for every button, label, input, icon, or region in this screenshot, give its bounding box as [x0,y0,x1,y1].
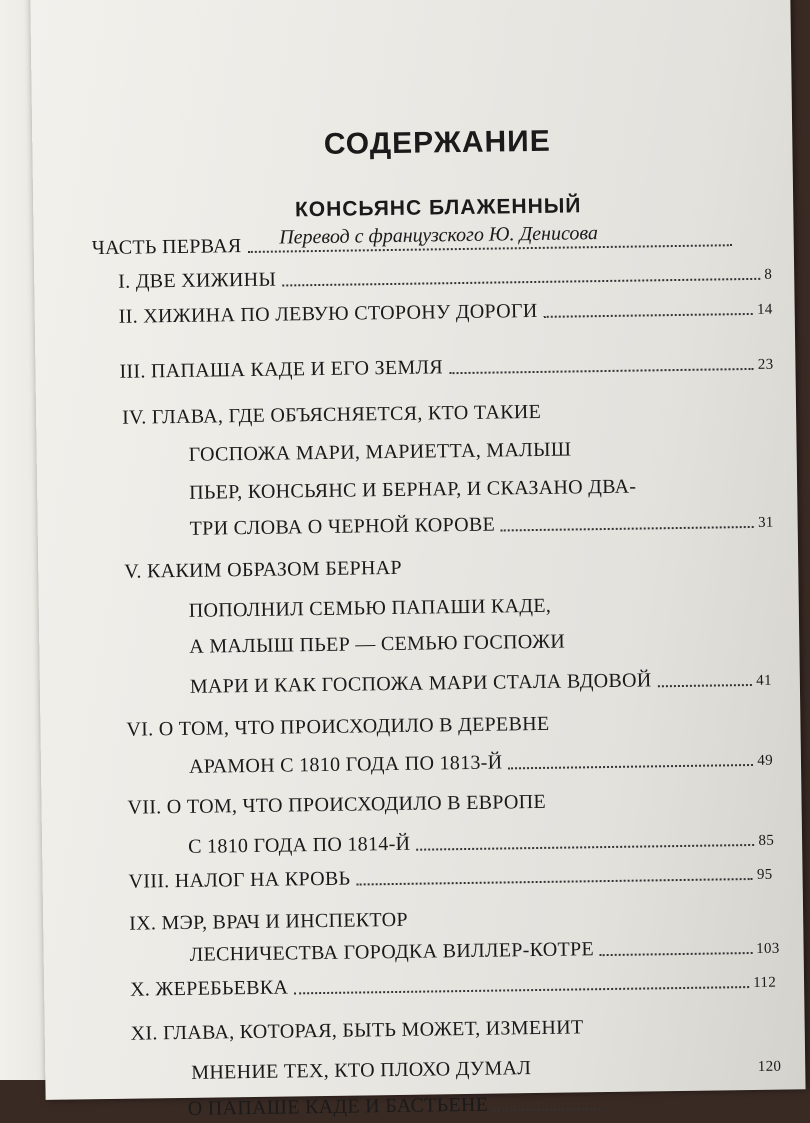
book-title: КОНСЬЯНС БЛАЖЕННЫЙ [294,194,582,222]
toc-entry-ch4-line2: ГОСПОЖА МАРИ, МАРИЕТТА, МАЛЫШ [188,438,572,466]
toc-entry-ch8 [128,862,772,894]
leader-dots [508,763,753,769]
toc-entry-ch1 [118,262,772,294]
leader-dots [416,843,754,851]
chapter-title-line: МАРИ И КАК ГОСПОЖА МАРИ СТАЛА ВДОВОЙ [189,669,652,698]
toc-entry-ch4-line1: IV. ГЛАВА, ГДЕ ОБЪЯСНЯЕТСЯ, КТО ТАКИЕ [121,400,542,429]
page-title: СОДЕРЖАНИЕ [323,124,551,161]
leader-dots [658,683,753,687]
toc-entry-ch3 [119,352,773,384]
leader-dots [248,243,732,253]
book-page [30,0,806,1120]
chapter-title-line: I. ДВЕ ХИЖИНЫ [118,268,277,293]
leader-dots [494,1107,604,1112]
leader-dots [449,367,754,374]
chapter-title-line: II. ХИЖИНА ПО ЛЕВУЮ СТОРОНУ ДОРОГИ [118,299,538,328]
toc-entry-ch2 [119,297,773,329]
toc-entry-ch9-line2 [189,936,779,967]
leader-dots [501,525,754,532]
page-number: 41 [756,672,772,689]
toc-entry-ch11-line3 [188,1092,608,1121]
toc-entry-ch5-line3: А МАЛЫШ ПЬЕР — СЕМЬЮ ГОСПОЖИ [189,630,566,658]
chapter-title-line: АРАМОН С 1810 ГОДА ПО 1813-Й [188,751,503,778]
chapter-title-line: ЛЕСНИЧЕСТВА ГОРОДКА ВИЛЛЕР-КОТРЕ [189,938,595,966]
toc-entry-ch6-line1: VI. О ТОМ, ЧТО ПРОИСХОДИЛО В ДЕРЕВНЕ [126,712,550,741]
leader-dots [356,877,753,886]
chapter-title-line: МНЕНИЕ ТЕХ, КТО ПЛОХО ДУМАЛ [191,1057,532,1084]
toc-entry-ch6-line2 [189,748,773,779]
toc-entry-ch7-line1: VII. О ТОМ, ЧТО ПРОИСХОДИЛО В ЕВРОПЕ [127,790,547,819]
toc-entry-ch10 [130,970,776,1002]
toc-entry-ch11-line1: XI. ГЛАВА, КОТОРАЯ, БЫТЬ МОЖЕТ, ИЗМЕНИТ [130,1016,584,1045]
leader-dots [544,312,754,318]
toc-entry-ch7-line2 [188,828,774,859]
page-number: 31 [757,514,774,531]
toc-entry-ch4-line4 [190,510,774,541]
chapter-title-line: III. ПАПАША КАДЕ И ЕГО ЗЕМЛЯ [119,356,444,383]
page-number: 103 [756,940,780,957]
page-number: 23 [757,356,774,373]
page-number: 112 [753,974,777,991]
part-label: ЧАСТЬ ПЕРВАЯ [91,235,242,260]
toc-entry-ch4-line3: ПЬЕР, КОНСЬЯНС И БЕРНАР, И СКАЗАНО ДВА- [189,475,637,504]
chapter-title-line: С 1810 ГОДА ПО 1814-Й [187,832,411,858]
leader-dots [282,277,760,287]
page-number: 85 [758,832,775,849]
chapter-title-line: X. ЖЕРЕБЬЕВКА [129,976,289,1001]
page-number: 8 [764,266,773,283]
chapter-title-line: ТРИ СЛОВА О ЧЕРНОЙ КОРОВЕ [189,513,496,540]
toc-entry-ch5-line2: ПОПОЛНИЛ СЕМЬЮ ПАПАШИ КАДЕ, [188,594,552,622]
chapter-title-line: О ПАПАШЕ КАДЕ И БАСТЬЕНЕ [187,1093,489,1120]
page-number: 95 [756,866,773,883]
page-number: 14 [756,301,773,318]
toc-entry-ch9-line1: IX. МЭР, ВРАЧ И ИНСПЕКТОР [129,908,409,935]
leader-dots [600,951,752,956]
chapter-title-line: VIII. НАЛОГ НА КРОВЬ [128,867,351,893]
toc-entry-ch5-line4 [190,668,772,699]
translation-note: Перевод с французского Ю. Денисова [279,222,599,249]
page-number: 120 [757,1058,782,1075]
leader-dots [294,985,749,994]
toc-entry-ch11-line2 [191,1054,781,1085]
page-number: 49 [757,752,774,769]
toc-entry-ch5-line1: V. КАКИМ ОБРАЗОМ БЕРНАР [124,556,403,583]
leader-dots [537,1071,754,1075]
